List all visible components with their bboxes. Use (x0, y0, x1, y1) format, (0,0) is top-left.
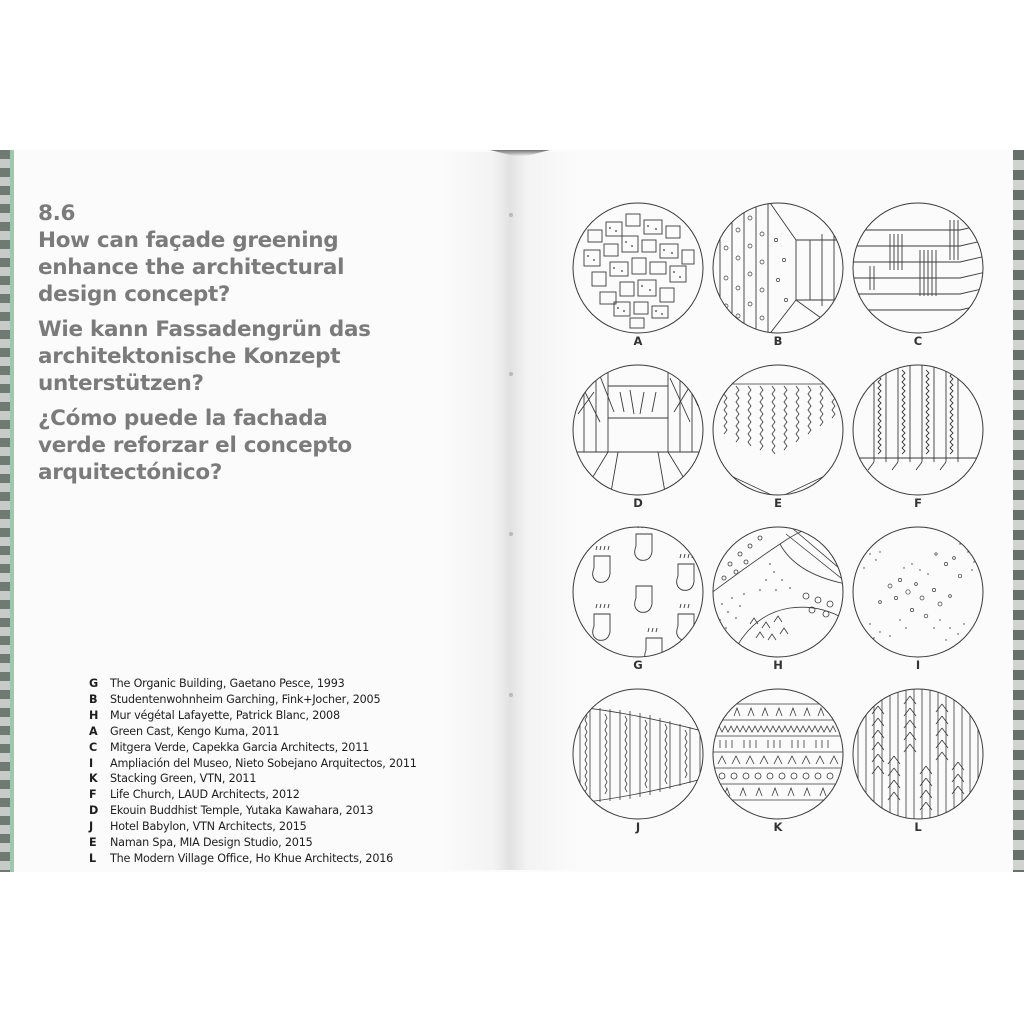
question-spanish (38, 405, 438, 486)
illustration-g-drawing (570, 524, 706, 660)
fold-mark (509, 372, 513, 376)
illustration-i (850, 524, 986, 674)
question-line: design concept? (38, 282, 231, 307)
question-line: How can façade greening (38, 228, 339, 253)
illustration-d (570, 362, 706, 512)
question-german (38, 316, 438, 397)
legend-key: I (89, 756, 94, 770)
fold-mark (509, 213, 513, 217)
question-line: architektonische Konzept (38, 344, 341, 369)
legend-text: Ekouin Buddhist Temple, Yutaka Kawahara, 2013 (110, 804, 374, 818)
project-legend (89, 676, 479, 867)
legend-text: Studentenwohnheim Garching, Fink+Jocher, 2005 (110, 692, 381, 706)
legend-key: J (89, 820, 94, 834)
illustration-label: D (633, 496, 643, 510)
illustration-f-drawing (850, 362, 986, 498)
illustration-label: I (915, 658, 921, 672)
illustration-label: L (914, 820, 922, 834)
question-line: arquitectónico? (38, 460, 222, 485)
illustration-label: A (633, 334, 643, 348)
question-line: unterstützen? (38, 371, 204, 396)
legend-row (89, 803, 479, 819)
legend-row (89, 740, 479, 756)
question-line: enhance the architectural (38, 255, 345, 280)
legend-row (89, 692, 479, 708)
illustration-c-drawing (850, 200, 986, 336)
legend-key: H (89, 708, 99, 722)
illustration-k-drawing (710, 686, 846, 822)
illustration-e (710, 362, 846, 512)
legend-row (89, 756, 479, 772)
fold-mark (509, 693, 513, 697)
legend-text: Green Cast, Kengo Kuma, 2011 (110, 724, 280, 738)
legend-key: A (89, 724, 98, 738)
legend-key: C (89, 740, 98, 754)
legend-row (89, 724, 479, 740)
legend-text: Mitgera Verde, Capekka Garcia Architects, 2011 (110, 740, 370, 754)
illustration-g (570, 524, 706, 674)
legend-row (89, 835, 479, 851)
illustration-label: C (913, 334, 923, 348)
illustration-b (710, 200, 846, 350)
legend-row (89, 851, 479, 867)
legend-key: F (89, 788, 97, 802)
illustration-l (850, 686, 986, 836)
legend-key: G (89, 677, 99, 690)
legend-text: Hotel Babylon, VTN Architects, 2015 (110, 820, 307, 834)
question-line: verde reforzar el concepto (38, 433, 352, 458)
fold-mark (509, 532, 513, 536)
legend-text: Stacking Green, VTN, 2011 (110, 772, 257, 786)
illustration-c (850, 200, 986, 350)
legend-text: Ampliación del Museo, Nieto Sobejano Arquitectos, 2011 (110, 756, 417, 770)
section-number-block (38, 200, 438, 227)
question-line: Wie kann Fassadengrün das (38, 317, 371, 342)
legend-row (89, 771, 479, 787)
legend-row (89, 708, 479, 724)
legend-key: K (89, 772, 98, 786)
illustration-h-drawing (710, 524, 846, 660)
illustration-l-drawing (850, 686, 986, 822)
legend-row (89, 819, 479, 835)
legend-text: Mur végétal Lafayette, Patrick Blanc, 2008 (110, 708, 340, 722)
legend-text: The Organic Building, Gaetano Pesce, 1993 (110, 677, 345, 690)
illustration-label: F (914, 496, 922, 510)
illustration-a (570, 200, 706, 350)
legend-row (89, 787, 479, 803)
legend-key: D (89, 804, 99, 818)
legend-row (89, 676, 479, 692)
legend-text: Life Church, LAUD Architects, 2012 (110, 788, 300, 802)
illustration-label: B (773, 334, 783, 348)
left-page-edge (0, 150, 14, 872)
illustration-b-drawing (710, 200, 846, 336)
illustration-j (570, 686, 706, 836)
illustration-label: G (633, 658, 643, 672)
legend-text: Naman Spa, MIA Design Studio, 2015 (110, 836, 313, 850)
legend-key: E (89, 836, 97, 850)
illustration-label: H (773, 658, 783, 672)
question-line: ¿Cómo puede la fachada (38, 406, 328, 431)
illustration-d-drawing (570, 362, 706, 498)
illustration-a-drawing (570, 200, 706, 336)
illustration-k (710, 686, 846, 836)
illustration-grid (570, 200, 986, 840)
legend-text: The Modern Village Office, Ho Khue Architects, 2016 (110, 851, 394, 865)
right-page-edge (1013, 150, 1024, 872)
legend-key: B (89, 692, 98, 706)
section-number: 8.6 (38, 201, 76, 226)
legend-key: L (89, 851, 97, 865)
page-heading (38, 200, 438, 494)
illustration-h (710, 524, 846, 674)
illustration-f (850, 362, 986, 512)
illustration-e-drawing (710, 362, 846, 498)
illustration-label: E (774, 496, 782, 510)
illustration-i-drawing (850, 524, 986, 660)
question-english (38, 227, 438, 308)
illustration-j-drawing (570, 686, 706, 822)
illustration-label: J (635, 820, 641, 834)
illustration-label: K (773, 820, 783, 834)
